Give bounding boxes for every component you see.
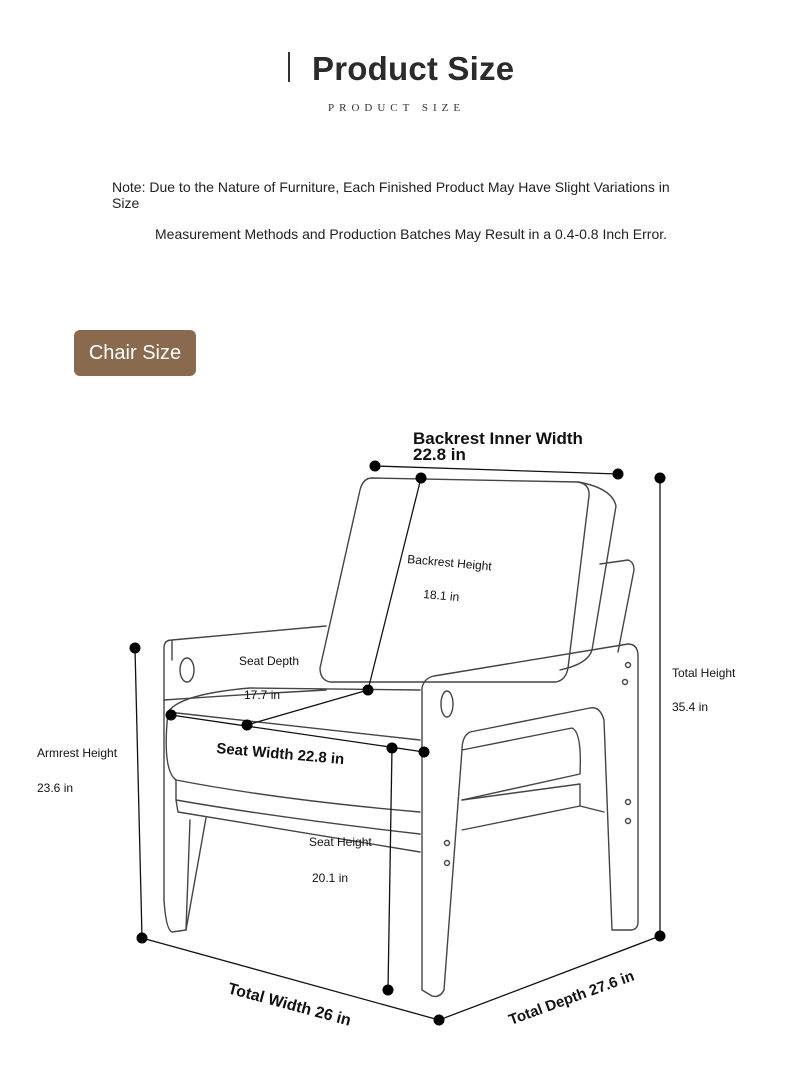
left-front-leg xyxy=(164,818,206,932)
dimension-point xyxy=(242,720,253,731)
dimension-point xyxy=(419,747,430,758)
total-height-label: Total Height xyxy=(672,666,736,680)
seat-height-line xyxy=(388,748,392,990)
right-armrest xyxy=(422,644,638,996)
left-armrest-hole xyxy=(180,658,194,682)
backrest-cushion-side xyxy=(560,482,616,670)
backrest-width-label: Backrest Inner Width xyxy=(413,429,583,448)
dimension-point xyxy=(416,473,427,484)
backrest-height-line xyxy=(368,478,421,690)
armrest-height-value: 23.6 in xyxy=(37,781,74,795)
seat-cushion-right xyxy=(462,728,580,800)
total-width-label: Total Width 26 in xyxy=(225,980,353,1030)
dimension-point xyxy=(137,933,148,944)
backrest-width-line xyxy=(375,466,618,474)
dimension-points xyxy=(130,461,666,1026)
seat-height-label: Seat Height xyxy=(309,835,372,849)
backrest-width-value: 22.8 in xyxy=(413,445,466,464)
right-armrest-hole xyxy=(441,691,453,717)
measurement-note: Measurement Methods and Production Batches May Result in a 0.4-0.8 Inch Error. xyxy=(155,226,668,242)
page-subtitle: PRODUCT SIZE xyxy=(328,102,466,114)
armrest-height-line xyxy=(135,648,142,938)
seat-width-label: Seat Width 22.8 in xyxy=(215,740,345,769)
chair-size-label: Chair Size xyxy=(88,341,182,364)
page-title: Product Size xyxy=(312,50,515,87)
dimension-point xyxy=(434,1015,445,1026)
variation-note: Note: Due to the Nature of Furniture, Each Finished Product May Have Slight Variations in Size xyxy=(112,179,670,211)
dimension-point xyxy=(383,985,394,996)
total-depth-label: Total Depth 27.6 in xyxy=(506,967,637,1029)
armrest-height-label: Armrest Height xyxy=(37,746,118,760)
seat-depth-label: Seat Depth xyxy=(239,654,300,668)
seat-frame xyxy=(176,800,420,852)
dimension-lines xyxy=(135,466,660,1020)
dimension-point xyxy=(166,710,177,721)
dimension-point xyxy=(363,685,374,696)
backrest-height-value: 18.1 in xyxy=(422,587,460,605)
dimension-point xyxy=(387,743,398,754)
dimension-point xyxy=(370,461,381,472)
dimension-point xyxy=(613,469,624,480)
backrest-height-label: Backrest Height xyxy=(406,552,493,574)
dimension-point xyxy=(655,473,666,484)
dimension-point xyxy=(130,643,141,654)
total-height-value: 35.4 in xyxy=(672,700,709,714)
seat-depth-value: 17.7 in xyxy=(244,688,281,702)
dimension-point xyxy=(655,931,666,942)
backrest-cushion xyxy=(320,478,589,682)
seat-height-value: 20.1 in xyxy=(312,871,349,885)
